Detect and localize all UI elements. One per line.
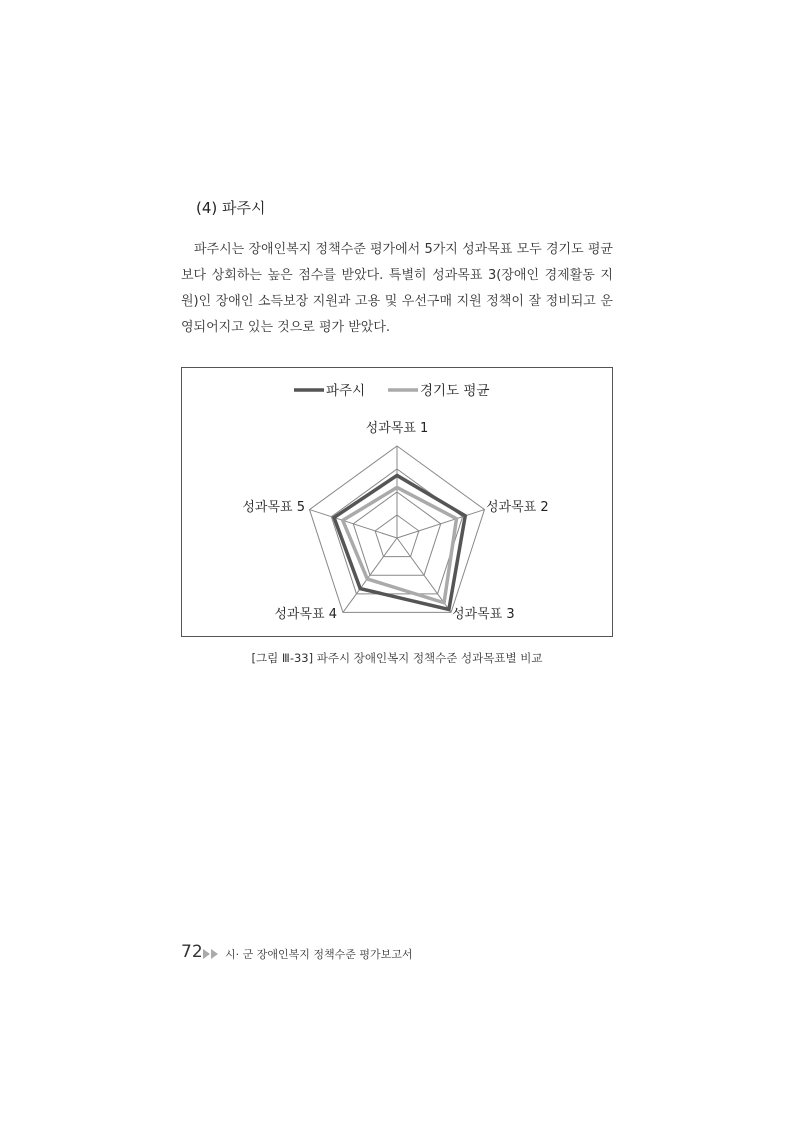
legend-label-2: 경기도 평균: [420, 383, 490, 399]
double-arrow-icon: [203, 949, 219, 959]
body-paragraph: 파주시는 장애인복지 정책수준 평가에서 5가지 성과목표 모두 경기도 평균보다 상회하는 높은 점수를 받았다. 특별히 성과목표 3(장애인 경제활동 지원)인 장애인 소득보장 지원과 고용 및 우선구매 지원 정책이 잘 정비되고 운영되어지고 있는 것으로 평가 받았다.: [181, 242, 613, 335]
category-label: 성과목표 3: [452, 607, 515, 622]
category-label: 성과목표 4: [274, 607, 337, 622]
radar-chart-frame: [181, 367, 613, 637]
running-title: 시· 군 장애인복지 정책수준 평가보고서: [225, 948, 413, 961]
category-label: 성과목표 1: [365, 421, 429, 436]
page-number: 72: [181, 942, 203, 962]
radar-chart: [182, 368, 612, 636]
legend-label-1: 파주시: [326, 383, 366, 399]
section-heading: (4) 파주시: [196, 199, 266, 217]
category-label: 성과목표 2: [486, 500, 549, 515]
radar-spoke: [397, 510, 484, 538]
figure-caption: [그림 Ⅲ-33] 파주시 장애인복지 정책수준 성과목표별 비교: [251, 651, 543, 665]
category-label: 성과목표 5: [242, 500, 305, 515]
